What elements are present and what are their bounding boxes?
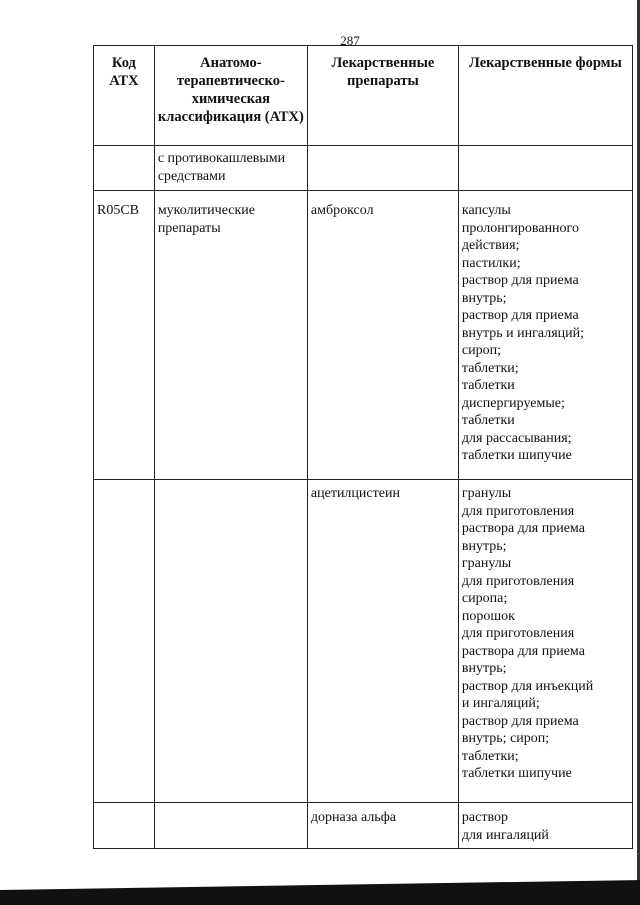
table-row	[94, 146, 633, 191]
page-number: 287	[340, 33, 360, 48]
dosage-form-line: сиропа;	[461, 591, 508, 606]
dosage-form-line: таблетки;	[461, 360, 519, 376]
scan-bottom-bar	[0, 880, 640, 905]
dosage-form-line: пастилки;	[461, 255, 521, 271]
cell-code: R05CB	[94, 191, 155, 480]
dosage-form-line: таблетки	[461, 413, 515, 428]
dosage-form-line: внутрь; сироп;	[461, 731, 550, 746]
cell-forms	[458, 146, 632, 191]
dosage-form-line: и ингаляций;	[461, 696, 540, 711]
dosage-form-line: раствор для приема	[461, 713, 579, 729]
cell-classification	[154, 803, 307, 849]
cell-classification	[154, 480, 307, 803]
table-header-row	[94, 46, 633, 146]
dosage-form-line: таблетки шипучие	[461, 766, 572, 781]
header-forms: Лекарственные формы	[458, 46, 632, 146]
cell-code	[94, 146, 155, 191]
dosage-form-line: раствора для приема	[461, 643, 585, 659]
dosage-form-line: таблетки шипучие	[461, 448, 572, 463]
dosage-form-line: диспергируемые;	[461, 395, 565, 411]
dosage-form-line: внутрь и ингаляций;	[461, 325, 585, 341]
dosage-form-line: сироп;	[461, 343, 501, 358]
dosage-form-line: для рассасывания;	[461, 430, 572, 446]
dosage-form-line: раствор для приема	[461, 308, 579, 323]
cell-forms	[458, 480, 632, 803]
dosage-form-line: для приготовления	[461, 503, 575, 519]
dosage-form-line: таблетки	[461, 378, 515, 393]
cell-drug: амброксол	[307, 191, 458, 480]
dosage-form-line: капсулы	[461, 203, 511, 218]
dosage-form-line: гранулы	[461, 486, 512, 501]
cell-forms	[458, 191, 632, 480]
dosage-form-line: гранулы	[461, 556, 512, 571]
dosage-form-line: раствора для приема	[461, 521, 585, 536]
cell-classification: муколитические препараты	[154, 191, 307, 480]
cell-drug: дорназа альфа	[307, 803, 458, 849]
dosage-form-line: внутрь;	[461, 290, 507, 306]
dosage-form-line: внутрь;	[461, 538, 507, 554]
cell-code	[94, 803, 155, 849]
dosage-form-line: раствор для приема	[461, 273, 579, 288]
cell-drug	[307, 146, 458, 191]
header-classification: Анатомо-терапевтическо-химическая классификация (АТХ)	[154, 46, 307, 146]
dosage-form-line: для приготовления	[461, 573, 575, 589]
dosage-form-line: для приготовления	[461, 626, 575, 641]
dosage-form-line: пролонгированного	[461, 220, 579, 236]
dosage-form-line: действия;	[461, 238, 520, 253]
header-drugs: Лекарственные препараты	[307, 46, 458, 146]
header-code: Код АТХ	[94, 46, 155, 146]
table-row	[94, 480, 633, 803]
dosage-form-line: для ингаляций	[461, 827, 549, 843]
table-row	[94, 191, 633, 480]
cell-classification: с противокашлевыми средствами	[154, 146, 307, 191]
cell-forms	[458, 803, 632, 849]
drug-classification-table	[93, 45, 633, 849]
cell-drug: ацетилцистеин	[307, 480, 458, 803]
dosage-form-line: внутрь;	[461, 661, 507, 676]
table-row	[94, 803, 633, 849]
dosage-form-line: порошок	[461, 608, 515, 624]
dosage-form-line: раствор для инъекций	[461, 678, 594, 694]
dosage-form-line: таблетки;	[461, 748, 519, 764]
cell-code	[94, 480, 155, 803]
dosage-form-line: раствор	[461, 810, 508, 825]
